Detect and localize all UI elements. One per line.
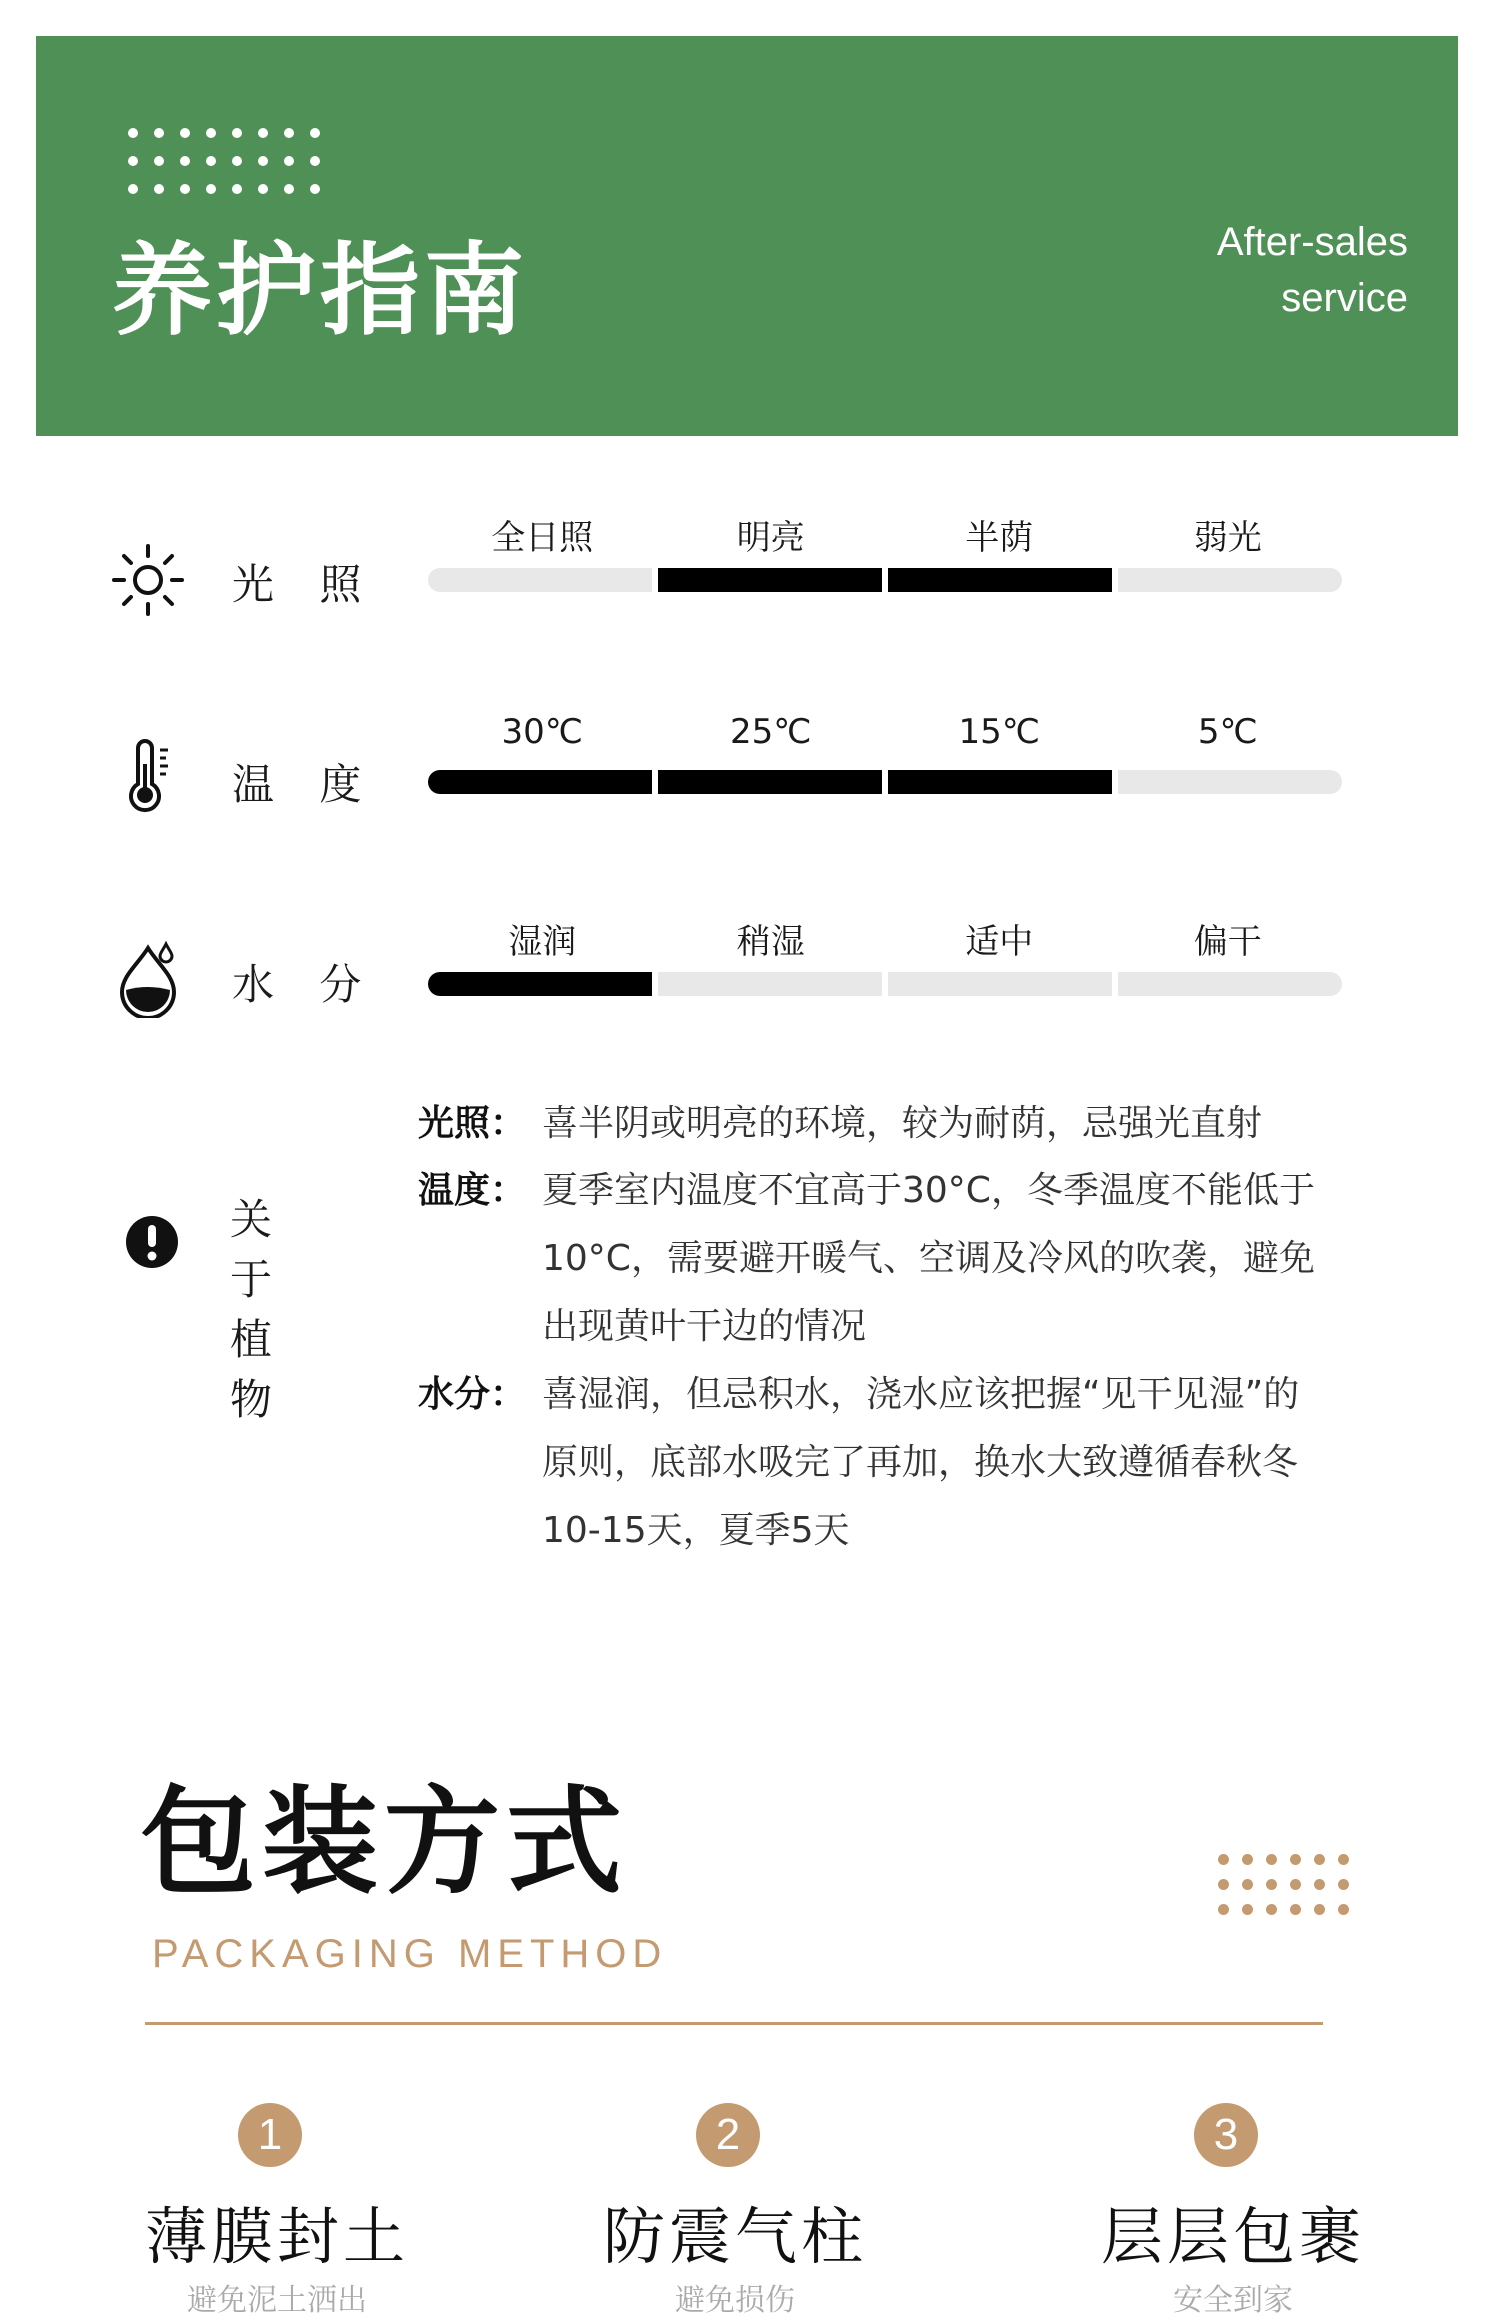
- care-line: 10-15天，夏季5天: [542, 1510, 850, 1551]
- scale-labels: [428, 712, 1342, 762]
- bar-segment: [1118, 972, 1342, 996]
- bar-segment: [1118, 568, 1342, 592]
- bar-segment: [428, 972, 652, 996]
- packaging-step: [112, 2103, 442, 2322]
- decorative-dots: [1218, 1854, 1349, 1915]
- sun-icon: [108, 540, 188, 620]
- care-line: 10°C，需要避开暖气、空调及冷风的吹袭，避免: [542, 1238, 1315, 1279]
- scale-labels: [428, 510, 1342, 560]
- bar-segment: [888, 568, 1112, 592]
- care-line: 喜湿润，但忌积水，浇水应该把握“见干见湿”的: [542, 1374, 1300, 1415]
- care-line: 喜半阴或明亮的环境，较为耐荫，忌强光直射: [542, 1103, 1263, 1144]
- scale-label: 30℃: [501, 712, 583, 752]
- decorative-dots: [128, 128, 320, 194]
- bar-segment: [888, 770, 1112, 794]
- care-line: 出现黄叶干边的情况: [542, 1306, 867, 1347]
- level-bar: [428, 568, 1342, 592]
- bar-segment: [658, 770, 882, 794]
- scale-label: 半荫: [965, 518, 1034, 558]
- thermometer-icon: [108, 738, 188, 818]
- bar-segment: [658, 568, 882, 592]
- care-text: [542, 1157, 1462, 1361]
- banner-subtitle-line2: service: [1281, 276, 1408, 320]
- care-text: [542, 1090, 1462, 1158]
- care-key: 光照：: [418, 1103, 527, 1144]
- scale-label: 适中: [965, 922, 1034, 962]
- step-name: 防震气柱: [602, 2200, 867, 2273]
- packaging-step: [1068, 2103, 1398, 2322]
- scale-label: 全日照: [491, 518, 594, 558]
- step-name: 薄膜封土: [144, 2200, 409, 2273]
- bar-segment: [888, 972, 1112, 996]
- care-key: 水分：: [418, 1374, 527, 1415]
- packaging-subtitle: PACKAGING METHOD: [152, 1932, 668, 1976]
- about-label-line1: 关 于: [230, 1195, 287, 1304]
- scale-label: 25℃: [730, 712, 812, 752]
- about-label-line2: 植 物: [230, 1315, 287, 1424]
- scale-label: 弱光: [1193, 518, 1262, 558]
- scale-label: 偏干: [1193, 922, 1262, 962]
- about-plant-label: [230, 1190, 350, 1430]
- alert-icon: [124, 1214, 180, 1270]
- scale-label: 明亮: [736, 518, 805, 558]
- scale-label: 湿润: [508, 922, 577, 962]
- bar-segment: [428, 568, 652, 592]
- banner-subtitle: [1008, 214, 1408, 326]
- gauge-light: [0, 500, 1500, 640]
- banner-subtitle-line1: After-sales: [1216, 220, 1408, 264]
- packaging-step: [570, 2103, 900, 2322]
- step-number-badge: 2: [696, 2103, 760, 2167]
- bar-segment: [428, 770, 652, 794]
- packaging-title: 包装方式: [140, 1775, 628, 1910]
- gauge-water: [0, 904, 1500, 1044]
- step-note: 避免泥土洒出: [187, 2283, 367, 2318]
- level-bar: [428, 972, 1342, 996]
- care-line: 原则，底部水吸完了再加，换水大致遵循春秋冬: [542, 1442, 1299, 1483]
- gauge-temperature: [0, 702, 1500, 842]
- gauge-label: 水 分: [232, 960, 378, 1009]
- gauge-label: 温 度: [232, 760, 378, 809]
- step-name: 层层包裹: [1100, 2200, 1365, 2273]
- scale-label: 5℃: [1197, 712, 1258, 752]
- care-key: 温度：: [418, 1170, 527, 1211]
- level-bar: [428, 770, 1342, 794]
- step-note: 避免损伤: [675, 2283, 795, 2318]
- care-guide-banner: [36, 36, 1458, 436]
- scale-labels: [428, 914, 1342, 964]
- step-note: 安全到家: [1173, 2283, 1293, 2318]
- care-line: 夏季室内温度不宜高于30°C，冬季温度不能低于: [542, 1170, 1315, 1211]
- step-number-badge: 1: [238, 2103, 302, 2167]
- gauge-label: 光 照: [232, 560, 378, 609]
- bar-segment: [1118, 770, 1342, 794]
- water-drop-icon: [108, 938, 188, 1018]
- scale-label: 15℃: [958, 712, 1040, 752]
- care-text: [542, 1361, 1462, 1565]
- scale-label: 稍湿: [736, 922, 805, 962]
- step-number-badge: 3: [1194, 2103, 1258, 2167]
- banner-title: 养护指南: [112, 232, 528, 349]
- divider: [145, 2022, 1323, 2025]
- bar-segment: [658, 972, 882, 996]
